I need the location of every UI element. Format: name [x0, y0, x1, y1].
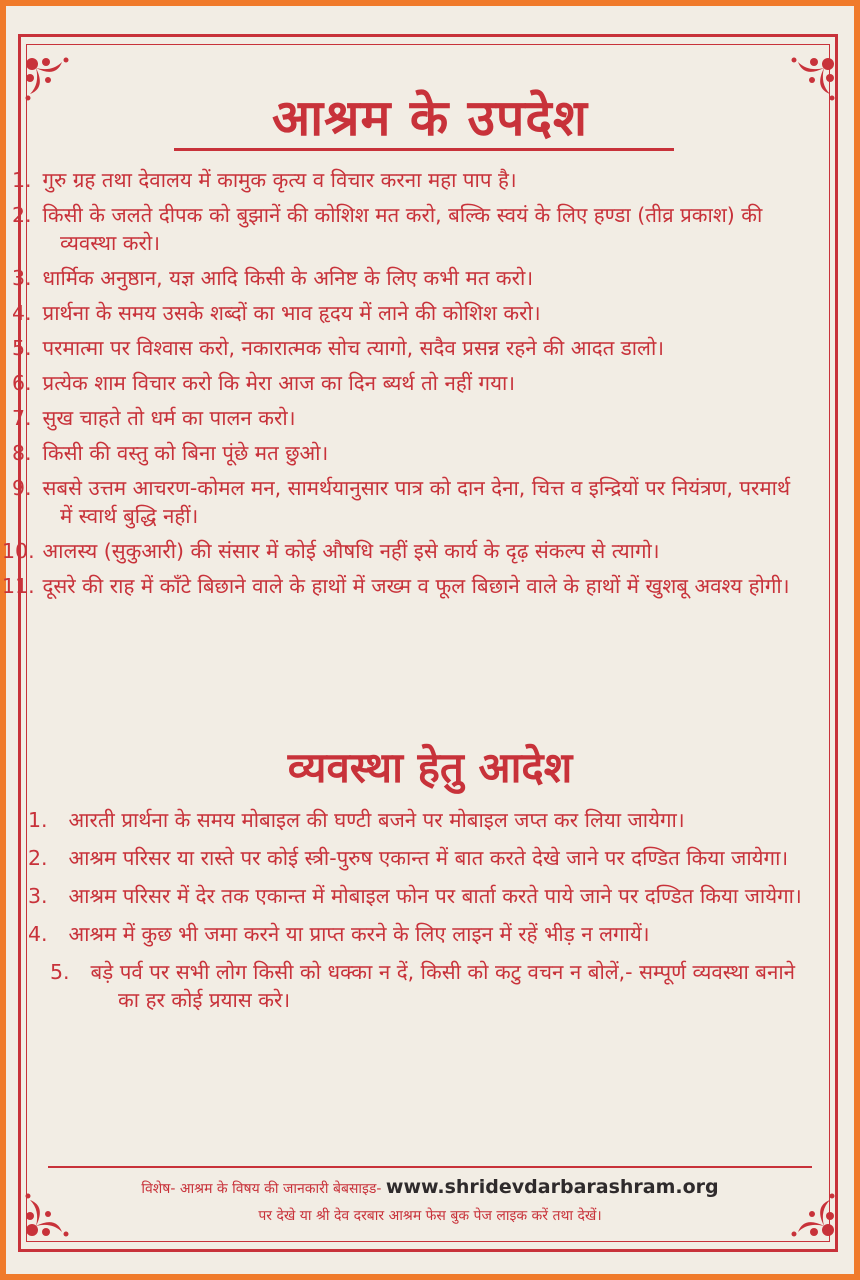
item-text: गुरु ग्रह तथा देवालय में कामुक कृत्य व विचार करना महा पाप है। — [42, 168, 517, 192]
item-text: धार्मिक अनुष्ठान, यज्ञ आदि किसी के अनिष्ट के लिए कभी मत करो। — [42, 266, 534, 290]
list-item: 1. गुरु ग्रह तथा देवालय में कामुक कृत्य व विचार करना महा पाप है। — [12, 168, 517, 192]
item-text: किसी के जलते दीपक को बुझानें की कोशिश मत करो, बल्कि स्वयं के लिए हण्डा (तीव्र प्रकाश) की व्यवस्था करो। — [42, 203, 763, 255]
footer-note: विशेष- आश्रम के विषय की जानकारी बेबसाइड- — [141, 1181, 382, 1197]
page-title: आश्रम के उपदेश — [272, 88, 588, 147]
item-text: आरती प्रार्थना के समय मोबाइल की घण्टी बजने पर मोबाइल जप्त कर लिया जायेगा। — [68, 808, 685, 832]
section-heading: व्यवस्था हेतु आदेश — [287, 743, 573, 792]
footer-line-2: पर देखे या श्री देव दरबार आश्रम फेस बुक पेज लाइक करें तथा देखें। — [258, 1208, 602, 1224]
item-text: आलस्य (सुकुआरी) की संसार में कोई औषधि नहीं इसे कार्य के दृढ़ संकल्प से त्यागो। — [42, 539, 660, 563]
footer-line-1 — [0, 1176, 860, 1198]
list-item: 11. दूसरे की राह में काँटे बिछाने वाले के हाथों में जख्म व फूल बिछाने वाले के हाथों में खुशबू अवश्य होगी। — [2, 574, 790, 598]
item-text: आश्रम परिसर या रास्ते पर कोई स्त्री-पुरुष एकान्त में बात करते देखे जाने पर दण्डित किया जायेगा। — [68, 846, 789, 870]
list-item: 7. सुख चाहते तो धर्म का पालन करो। — [12, 406, 296, 430]
item-text: आश्रम में कुछ भी जमा करने या प्राप्त करने के लिए लाइन में रहें भीड़ न लगायें। — [68, 922, 650, 946]
item-text: बड़े पर्व पर सभी लोग किसी को धक्का न दें, किसी को कटु वचन न बोलें,- सम्पूर्ण व्यवस्था बनाने का हर कोई प्रयास करे। — [90, 960, 796, 1012]
title-underline — [174, 148, 674, 151]
item-text: प्रार्थना के समय उसके शब्दों का भाव हृदय में लाने की कोशिश करो। — [42, 301, 541, 325]
list-item: 10. आलस्य (सुकुआरी) की संसार में कोई औषधि नहीं इसे कार्य के दृढ़ संकल्प से त्यागो। — [2, 539, 660, 563]
list-item: 9. सबसे उत्तम आचरण-कोमल मन, सामर्थयानुसार पात्र को दान देना, चित्त व इन्द्रियों पर नियंत्रण, परमार्थ में स्वार्थ बुद्धि नहीं। — [12, 476, 791, 528]
orders-list — [28, 806, 802, 1024]
list-item: 1. आरती प्रार्थना के समय मोबाइल की घण्टी बजने पर मोबाइल जप्त कर लिया जायेगा। — [28, 808, 685, 832]
list-item: 8. किसी की वस्तु को बिना पूंछे मत छुओ। — [12, 441, 329, 465]
item-text: सुख चाहते तो धर्म का पालन करो। — [42, 406, 296, 430]
list-item: 2. आश्रम परिसर या रास्ते पर कोई स्त्री-पुरुष एकान्त में बात करते देखे जाने पर दण्डित किया जायेगा। — [28, 846, 789, 870]
footer-divider — [48, 1166, 812, 1168]
website-link[interactable]: www.shridevdarbarashram.org — [385, 1176, 719, 1198]
list-item: 5. बड़े पर्व पर सभी लोग किसी को धक्का न दें, किसी को कटु वचन न बोलें,- सम्पूर्ण व्यवस्था बनाने का हर कोई प्रयास करे। — [50, 960, 796, 1012]
item-text: प्रत्येक शाम विचार करो कि मेरा आज का दिन ब्यर्थ तो नहीं गया। — [42, 371, 516, 395]
list-item: 4. आश्रम में कुछ भी जमा करने या प्राप्त करने के लिए लाइन में रहें भीड़ न लगायें। — [28, 922, 650, 946]
item-text: सबसे उत्तम आचरण-कोमल मन, सामर्थयानुसार पात्र को दान देना, चित्त व इन्द्रियों पर नियंत्रण, परमार्थ में स्वार्थ बुद्धि नहीं। — [42, 476, 791, 528]
list-item: 6. प्रत्येक शाम विचार करो कि मेरा आज का दिन ब्यर्थ तो नहीं गया। — [12, 371, 516, 395]
list-item: 5. परमात्मा पर विश्वास करो, नकारात्मक सोच त्यागो, सदैव प्रसन्न रहने की आदत डालो। — [12, 336, 665, 360]
item-text: दूसरे की राह में काँटे बिछाने वाले के हाथों में जख्म व फूल बिछाने वाले के हाथों में खुशबू अवश्य होगी। — [42, 574, 790, 598]
list-item: 3. आश्रम परिसर में देर तक एकान्त में मोबाइल फोन पर बार्ता करते पाये जाने पर दण्डित किया जायेगा। — [28, 884, 802, 908]
item-text: परमात्मा पर विश्वास करो, नकारात्मक सोच त्यागो, सदैव प्रसन्न रहने की आदत डालो। — [42, 336, 665, 360]
teachings-list — [2, 166, 806, 607]
list-item: 4. प्रार्थना के समय उसके शब्दों का भाव हृदय में लाने की कोशिश करो। — [12, 301, 541, 325]
list-item: 3. धार्मिक अनुष्ठान, यज्ञ आदि किसी के अनिष्ट के लिए कभी मत करो। — [12, 266, 534, 290]
list-item: 2. किसी के जलते दीपक को बुझानें की कोशिश मत करो, बल्कि स्वयं के लिए हण्डा (तीव्र प्रकाश) की व्यवस्था करो। — [12, 203, 763, 255]
item-text: किसी की वस्तु को बिना पूंछे मत छुओ। — [42, 441, 329, 465]
item-text: आश्रम परिसर में देर तक एकान्त में मोबाइल फोन पर बार्ता करते पाये जाने पर दण्डित किया जायेगा। — [68, 884, 802, 908]
